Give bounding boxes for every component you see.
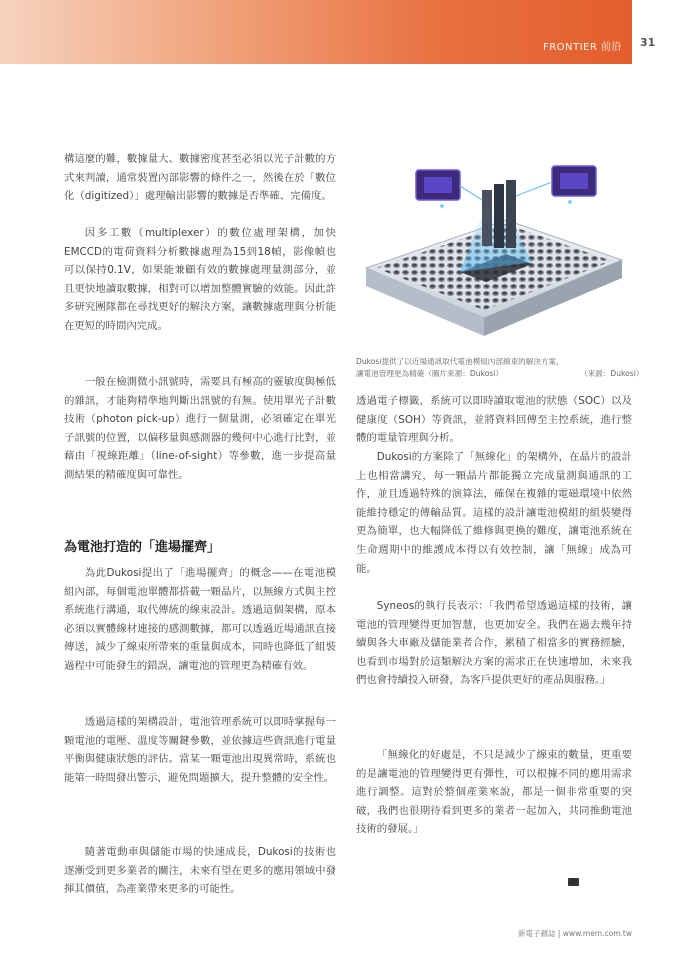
page-number: 31 — [640, 36, 656, 49]
section-block — [64, 538, 336, 558]
body-paragraph: 透過這樣的架構設計，電池管理系統可以即時掌握每一顆電池的電壓、溫度等關鍵參數，並依據這些資訊進行電量平衡與健康狀態的評估。當某一顆電池出現異常時，系統也能第一時間發出警示，避免問題擴大，提升整體的安全性。 — [64, 716, 336, 784]
end-mark-icon — [568, 878, 579, 886]
body-paragraph: 隨著電動車與儲能市場的快速成長，Dukosi的技術也逐漸受到更多業者的關注，未來有望在更多的應用領域中發揮其價值，為產業帶來更多的可能性。 — [64, 846, 336, 896]
right-column — [356, 392, 632, 876]
body-paragraph: 「無線化的好處是，不只是減少了線束的數量，更重要的是讓電池的管理變得更有彈性，可以根據不同的應用需求進行調整。這對於整個產業來說，都是一個非常重要的突破，我們也很期待看到更多的業者一起加入，共同推動電池技術的發展。」 — [356, 749, 632, 836]
footer-text: 新電子雜誌 | www.mem.com.tw — [518, 929, 632, 938]
body-paragraph: 為此Dukosi提出了「進場擺齊」的概念——在電池模組內部，每個電池單體都搭載一顆晶片，以無線方式與主控系統進行溝通，取代傳統的線束設計。透過這個架構，原本必須以實體線材連接的感測數據，都可以透過近場通訊直接傳送，減少了線束所帶來的重量與成本，同時也降低了組裝過程中可能發生的錯誤，讓電池的管理更為精確有效。 — [64, 567, 336, 672]
body-paragraph: Syneos的執行長表示：「我們希望透過這樣的技術，讓電池的管理變得更加智慧，也更加安全。我們在過去幾年持續與各大車廠及儲能業者合作，累積了相當多的實務經驗，也看到市場對於這類解決方案的需求正在快速增加，未來我們也會持續投入研發，為客戶提供更好的產品與服務。」 — [356, 600, 632, 687]
section-heading: 為電池打造的「進場擺齊」 — [64, 540, 221, 555]
figure-caption: Dukosi提供了以近場通訊取代電池模組內部線束的解決方案，讓電池管理更為精確（圖片來源：Dukosi） — [356, 357, 564, 378]
body-paragraph: 一般在檢測微小訊號時，需要具有極高的靈敏度與極低的雜訊，才能夠精準地判斷出訊號的有無。使用單光子計數技術（photon pick-up）進行一個量測，必須確定在單光子訊號的位置，以偏移量與感測器的幾何中心進行比對，並藉由「視線距離」（line-of-sight）等參數，進一步提高量測結果的精確度與可靠性。 — [64, 376, 336, 481]
left-column — [64, 150, 336, 559]
battery-module-illustration — [356, 150, 632, 350]
body-paragraph: Dukosi的方案除了「無線化」的架構外，在晶片的設計上也相當講究，每一顆晶片都能獨立完成量測與通訊的工作，並且透過特殊的演算法，確保在複雜的電磁環境中依然能維持穩定的傳輸品質。這樣的設計讓電池模組的組裝變得更為簡單，也大幅降低了維修與更換的難度，讓電池系統在生命週期中的維護成本得以有效控制，讓「無線」成為可能。 — [356, 451, 632, 575]
left-column-lower — [64, 564, 336, 917]
section-label: FRONTIER 前沿 — [542, 42, 622, 53]
body-paragraph: 透過電子標籤，系統可以即時讀取電池的狀態（SOC）以及健康度（SOH）等資訊，並將資料回傳至主控系統，進行整體的電量管理與分析。 — [356, 395, 632, 445]
header-banner — [0, 0, 632, 64]
body-paragraph: 構這麼的難，數據量大、數據密度甚至必須以光子計數的方式來判讀，通常裝置內部影響的條件之一，然後在於「數位化（digitized）」處理輸出影響的數據是否準確、完備度。 — [64, 153, 336, 203]
battery-module-graphic — [356, 150, 632, 350]
figure-credit: （來源：Dukosi） — [580, 369, 644, 378]
body-paragraph: 因多工數（multiplexer）的數位處理架構，加快EMCCD的電荷資料分析數據處理為15到18幀，影像幀也可以保持0.1V，如果能兼顧有效的數據處理量測部分，並且更快地讀取數據，相對可以增加整體實驗的效能。因此許多研究團隊都在尋找更好的解決方案，讓數據處理與分析能在更短的時間內完成。 — [64, 227, 336, 332]
